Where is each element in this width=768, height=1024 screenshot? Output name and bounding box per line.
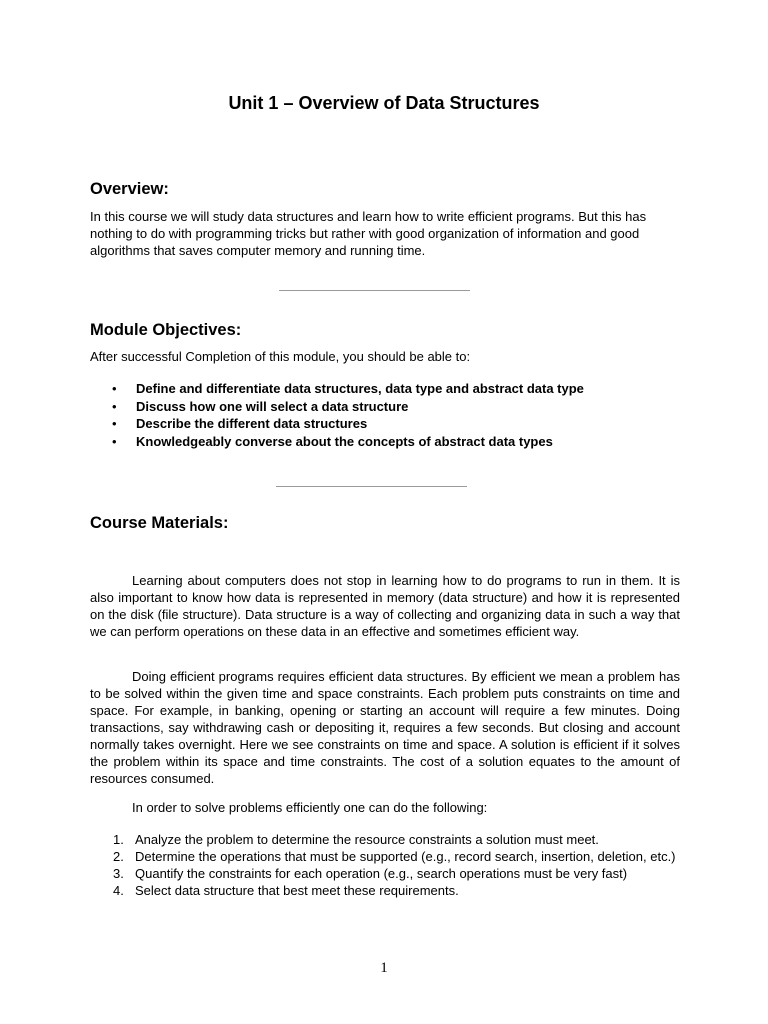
list-item [90,398,690,416]
list-number: 3. [113,866,124,881]
materials-paragraph-1: Learning about computers does not stop in learning how to do programs to run in them. It is also important to know how data is represented in memory (data structure) and how it is represented on the disk (file structure). Data structure is a way of collecting and organizing data in such a way that we can perform operations on these data in an effective and sometimes efficient way. [90,573,680,639]
objectives-list [90,380,690,450]
materials-heading: Course Materials: [90,514,229,532]
list-number: 1. [113,832,124,847]
list-item [90,415,690,433]
bullet-icon: • [112,433,117,449]
objective-text: Knowledgeably converse about the concepts of abstract data types [136,433,553,449]
objective-text: Describe the different data structures [136,416,368,431]
step-text: Quantify the constraints for each operation (e.g., search operations must be very fast) [135,866,628,881]
objectives-heading: Module Objectives: [90,321,242,339]
step-text: Select data structure that best meet these requirements. [135,883,459,898]
step-text: Determine the operations that must be supported (e.g., record search, insertion, deletion, etc.) [135,849,676,864]
divider [279,290,470,291]
overview-text: In this course we will study data structures and learn how to write efficient programs. But this has nothing to do with programming tricks but rather with good organization of information and good algorithms that saves computer memory and running time. [90,209,647,258]
page-title: Unit 1 – Overview of Data Structures [228,93,540,113]
bullet-icon: • [112,398,117,414]
list-item [90,882,682,899]
materials-paragraph-2: Doing efficient programs requires efficient data structures. By efficient we mean a problem has to be solved within the given time and space constraints. Each problem puts constraints on time and space. For example, in banking, opening or starting an account will require a few minutes. Doing transactions, say withdrawing cash or depositing it, requires a few seconds. But closing and account normally takes overnight. Here we see constraints on time and space. A solution is efficient if it solves the problem within its space and time constraints. The cost of a solution equates to the amount of resources consumed. [90,669,680,786]
steps-list [90,831,682,899]
list-item [90,848,682,865]
bullet-icon: • [112,416,117,431]
page-number: 1 [380,960,388,976]
bullet-icon: • [112,381,117,396]
materials-paragraph-3: In order to solve problems efficiently one can do the following: [132,800,488,815]
objectives-intro: After successful Completion of this module, you should be able to: [90,349,471,364]
step-text: Analyze the problem to determine the resource constraints a solution must meet. [135,832,599,847]
list-item [90,433,690,451]
overview-heading: Overview: [90,180,169,198]
divider [276,486,467,487]
list-number: 4. [113,883,124,898]
list-item [90,380,690,398]
list-number: 2. [113,849,124,864]
objective-text: Define and differentiate data structures, data type and abstract data type [136,381,584,396]
objective-text: Discuss how one will select a data structure [136,398,409,414]
list-item [90,831,682,848]
list-item [90,865,682,882]
